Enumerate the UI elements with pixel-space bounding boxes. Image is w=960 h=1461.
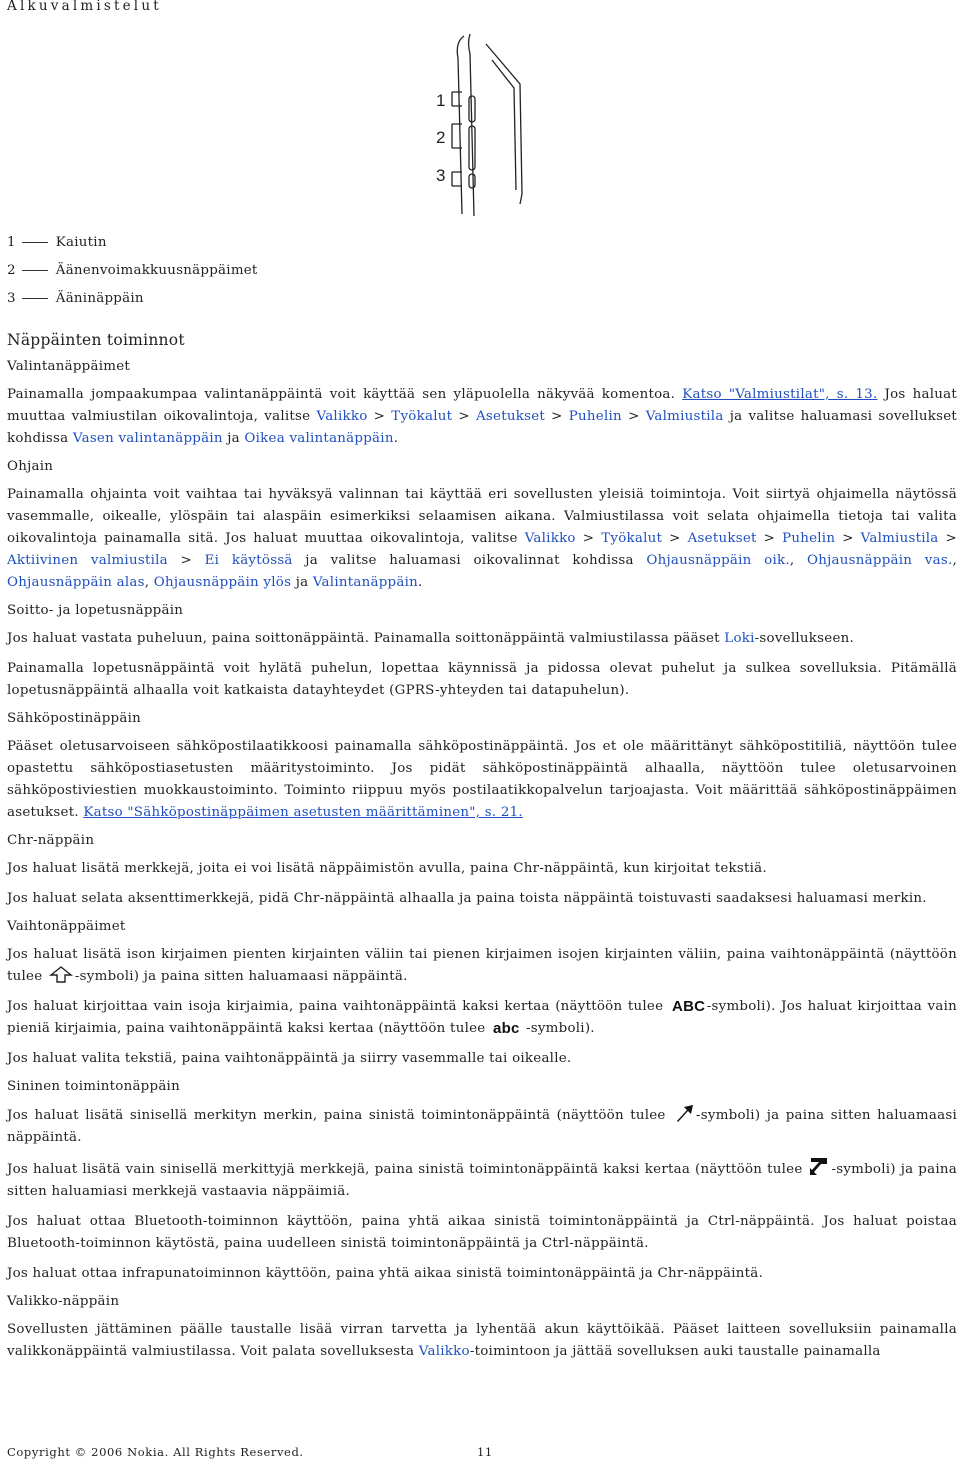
paragraph: Jos haluat ottaa Bluetooth-toiminnon käyttöön, paina yhtä aikaa sinistä toimintonäppäintä ja Ctrl-näppäintä. Jos haluat poistaa Bluetooth-toiminnon käytöstä, paina uudelleen sinistä toimintonäppäintä ja Ctrl-näppäintä. bbox=[7, 1214, 957, 1251]
page-number: 11 bbox=[477, 1445, 493, 1459]
blue-key-once-icon bbox=[674, 1104, 694, 1122]
heading-ohjain: Ohjain bbox=[7, 459, 54, 474]
paragraph: Painamalla ohjainta voit vaihtaa tai hyväksyä valinnan tai käyttää eri sovellusten yleisiä toimintoja. Voit siirtyä ohjaimella näytössä vasemmalle, oikealle, ylöspäin tai alaspäin esimerkiksi selaamisen aikana. Valmiustilassa voit selata ohjaimella tietoja tai valita oikovalintoja painamalla sitä. Jos haluat muuttaa oikovalintoja, valitse Valikko > Työkalut > Asetukset > Puhelin > Valmiustila > Aktiivinen valmiustila > Ei käytössä ja valitse haluamasi oikovalinnat kohdissa Ohjausnäppäin oik., Ohjausnäppäin vas., Ohjausnäppäin alas, Ohjausnäppäin ylös ja Valintanäppäin. bbox=[7, 487, 958, 590]
callout-2: 2 bbox=[436, 128, 446, 147]
legend-item: 3 Ääninäppäin bbox=[7, 291, 144, 306]
paragraph: Jos haluat lisätä merkkejä, joita ei voi lisätä näppäimistön avulla, paina Chr-näppäintä, kun kirjoitat tekstiä. bbox=[7, 861, 767, 876]
paragraph: Jos haluat vastata puheluun, paina soittonäppäintä. Painamalla soittonäppäintä valmiustilassa pääset Loki-sovellukseen. bbox=[7, 631, 855, 646]
callout-3: 3 bbox=[436, 166, 446, 185]
document-body bbox=[7, 330, 957, 1371]
page-footer bbox=[7, 1445, 493, 1459]
paragraph: Jos haluat ottaa infrapunatoiminnon käyttöön, paina yhtä aikaa sinistä toimintonäppäintä ja Chr-näppäintä. bbox=[7, 1266, 764, 1281]
lowercase-mode-icon bbox=[492, 1019, 524, 1035]
voice-key bbox=[469, 174, 475, 188]
paragraph: Pääset oletusarvoiseen sähköpostilaatikkoosi painamalla sähköpostinäppäintä. Jos et ole määrittänyt sähköpostitiliä, näyttöön tulee opastettu sähköpostiasetusten määritystoiminto. Jos pidät sähköpostinäppäintä alhaalla, näyttöön tulee oletusarvoinen sähköpostiviestien muokkaustoiminto. Toiminto riippuu myös postilaatikkopalvelun tarjoajasta. Voit määrittää sähköpostinäppäimen asetukset. Katso "Sähköpostinäppäimen asetusten määrittäminen", s. 21. bbox=[7, 739, 957, 820]
device-side-illustration bbox=[428, 34, 528, 216]
running-header: Alkuvalmistelut bbox=[7, 0, 162, 14]
heading-valikko: Valikko-näppäin bbox=[7, 1294, 120, 1309]
paragraph: Jos haluat selata aksenttimerkkejä, pidä Chr-näppäintä alhaalla ja paina toista näppäintä toistuvasti saadaksesi haluamasi merkin. bbox=[7, 891, 927, 906]
paragraph: Jos haluat lisätä vain sinisellä merkittyjä merkkejä, paina sinistä toimintonäppäintä kaksi kertaa (näyttöön tulee -symboli) ja paina sitten haluamiasi merkkejä vastaavia näppäimiä. bbox=[7, 1157, 957, 1203]
cross-reference-link[interactable]: Katso "Sähköpostinäppäimen asetusten määrittäminen", s. 21. bbox=[83, 805, 523, 820]
heading-sahkoposti: Sähköpostinäppäin bbox=[7, 711, 142, 726]
svg-text:abc: abc bbox=[492, 1020, 520, 1035]
legend-item: 1 Kaiutin bbox=[7, 235, 107, 250]
heading-soitto: Soitto- ja lopetusnäppäin bbox=[7, 603, 184, 618]
paragraph: Jos haluat lisätä sinisellä merkityn merkin, paina sinistä toimintonäppäintä (näyttöön tulee -symboli) ja paina sitten haluamaasi näppäintä. bbox=[7, 1104, 957, 1149]
figure-legend bbox=[7, 234, 258, 318]
section-title: Näppäinten toiminnot bbox=[7, 331, 185, 349]
paragraph: Sovellusten jättäminen päälle taustalle lisää virran tarvetta ja lyhentää akun käyttöikää. Pääset laitteen sovelluksiin painamalla valikkonäppäintä valmiustilassa. Voit palata sovelluksesta Valikko-toimintoon ja jättää sovelluksen auki taustalle painamalla bbox=[7, 1322, 957, 1359]
copyright-text: Copyright © 2006 Nokia. All Rights Reserved. bbox=[7, 1445, 304, 1459]
cross-reference-link[interactable]: Katso "Valmiustilat", s. 13. bbox=[682, 387, 878, 402]
paragraph: Jos haluat valita tekstiä, paina vaihtonäppäintä ja siirry vasemmalle tai oikealle. bbox=[7, 1051, 572, 1066]
shift-arrow-icon bbox=[49, 966, 73, 983]
svg-text:ABC: ABC bbox=[671, 998, 705, 1013]
blue-key-lock-icon bbox=[809, 1157, 829, 1176]
heading-valintanappaimet: Valintanäppäimet bbox=[7, 359, 130, 374]
paragraph: Jos haluat lisätä ison kirjaimen pienten kirjainten väliin tai pienen kirjaimen isojen kirjainten väliin, paina vaihtonäppäintä (näyttöön tulee -symboli) ja paina sitten haluamaasi näppäintä. bbox=[7, 947, 957, 984]
paragraph: Painamalla lopetusnäppäintä voit hylätä puhelun, lopettaa käynnissä ja pidossa olevat puhelut ja sulkea sovelluksia. Pitämällä lopetusnäppäintä alhaalla voit katkaista datayhteydet (GPRS-yhteyden tai datapuhelun). bbox=[7, 661, 957, 698]
heading-vaihto: Vaihtonäppäimet bbox=[7, 919, 126, 934]
callout-1: 1 bbox=[436, 91, 446, 110]
uppercase-mode-icon bbox=[671, 997, 705, 1013]
device-outline bbox=[457, 36, 464, 214]
heading-chr: Chr-näppäin bbox=[7, 833, 95, 848]
paragraph: Painamalla jompaakumpaa valintanäppäintä voit käyttää sen yläpuolella näkyvää komentoa. Katso "Valmiustilat", s. 13. Jos haluat muuttaa valmiustilan oikovalintoja, valitse Valikko > Työkalut > Asetukset > Puhelin > Valmiustila ja valitse haluamasi sovellukset kohdissa Vasen valintanäppäin ja Oikea valintanäppäin. bbox=[7, 387, 958, 446]
paragraph: Jos haluat kirjoittaa vain isoja kirjaimia, paina vaihtonäppäintä kaksi kertaa (näyttöön tulee ABC -symboli). Jos haluat kirjoittaa vain pieniä kirjaimia, paina vaihtonäppäintä kaksi kertaa (näyttöön tulee abc -symboli). bbox=[7, 998, 957, 1036]
heading-sininen: Sininen toimintonäppäin bbox=[7, 1079, 180, 1094]
legend-item: 2 Äänenvoimakkuusnäppäimet bbox=[7, 263, 258, 278]
